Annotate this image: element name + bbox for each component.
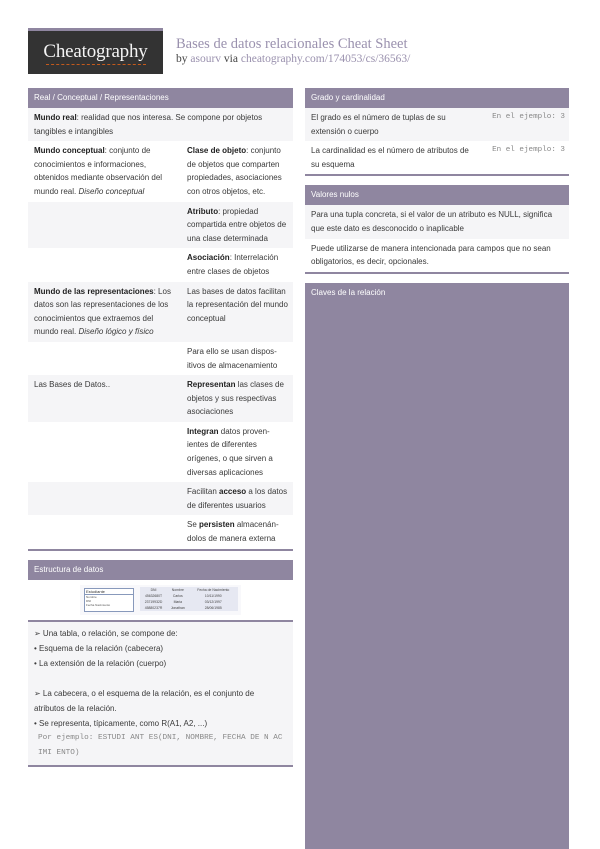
table-row: Para una tupla concreta, si el valor de un atributo es NULL, significa que este dato es desconocido o inaplicable — [305, 205, 569, 238]
title-block — [176, 36, 410, 66]
section-header: Estructura de datos — [28, 560, 293, 580]
right-column — [305, 88, 569, 849]
section-estructura — [28, 560, 293, 767]
left-column — [28, 88, 293, 776]
bullet-item: • Esquema de la relación (cabecera) — [34, 641, 287, 656]
left-cell: Mundo conceptual: conjunto de conocimientos e informaciones, obtenidos mediante observación del mundo real. Diseño conceptual — [34, 146, 163, 196]
author-link[interactable]: asourv — [190, 53, 222, 65]
row-mundo-real: Mundo real: realidad que nos interesa. Se compone por objetos tangibles e intangibles — [28, 108, 293, 141]
right-cell: Representan las clases de objetos y sus respectivas asociaciones — [187, 380, 284, 417]
claves-body — [305, 303, 569, 849]
estructura-figure — [28, 580, 293, 620]
table-row: El grado es el número de tuplas de su extensión o cuerpo En el ejemplo: 3 — [305, 108, 569, 141]
table-row — [28, 202, 293, 249]
table-row: La cardinalidad es el número de atributos de su esquema En el ejemplo: 3 — [311, 146, 565, 169]
relation-diagram-image — [80, 585, 241, 615]
example-table: DNI Nombre Fecha de Nacimiento 45632680T Carlos 10/11/1990 23719932D Maria 03/12/1997 45880237R Jonathan 28/06/1985 — [140, 587, 238, 611]
logo-underline — [46, 64, 145, 65]
cheatography-logo[interactable] — [28, 28, 163, 74]
code-example: Por ejemplo: ESTUDI ANT ES(DNI, NOMBRE, FECHA DE N ACIMI ENTO) — [38, 733, 283, 757]
table-row — [28, 248, 293, 281]
table-row — [28, 342, 293, 375]
section-header: Claves de la relación — [305, 283, 569, 303]
left-cell — [28, 422, 181, 482]
entity-box: Estudiante Nombre DNI Fecha Nacimiento — [84, 588, 134, 612]
table-row — [28, 141, 293, 201]
section-header: Valores nulos — [305, 185, 569, 205]
right-cell: Las bases de datos facilitan la representación del mundo conceptual — [187, 286, 288, 323]
logo-text: Cheatography — [43, 41, 147, 65]
section-nulos — [305, 185, 569, 273]
section-header: Grado y cardinalidad — [305, 88, 569, 108]
left-cell — [28, 515, 181, 548]
left-cell: Mundo de las representaciones: Los datos son las representaciones de los conocimientos que extraemos del mundo real. Diseño lógico y físico — [34, 286, 171, 337]
table-row — [28, 282, 293, 342]
sheet-url-link[interactable]: cheatography.com/174053/cs/36563/ — [240, 53, 411, 65]
table-row — [28, 422, 293, 482]
right-cell: Atributo: propiedad compartida entre objetos de una clase determinada — [187, 206, 287, 243]
page-title: Bases de datos relacionales Cheat Sheet — [176, 36, 408, 52]
left-cell: Las Bases de Datos.. — [34, 380, 111, 390]
section-grado — [305, 88, 569, 176]
right-cell: Clase de objeto: conjunto de objetos que comparten propiedades, asociaciones con otros objetos, etc. — [187, 146, 282, 196]
left-cell — [28, 248, 181, 281]
section-header: Real / Conceptual / Representaciones — [28, 88, 293, 108]
table-row — [28, 515, 293, 548]
right-cell: Para ello se usan dispos-itivos de almacenamiento — [187, 346, 278, 370]
table-row: Puede utilizarse de manera intencionada para campos que no sean obligatorios, es decir, opcionales. — [311, 243, 551, 267]
byline: by asourv via cheatography.com/174053/cs/36563/ — [176, 53, 411, 65]
right-cell: Asociación: Interrelación entre clases de objetos — [187, 253, 279, 276]
estructura-text: ➢ Una tabla, o relación, se compone de: • Esquema de la relación (cabecera) • La extensión de la relación (cuerpo) ➢ La cabecera, o el esquema de la relación, es el conjunto de atributos de la relación. • Se representa, típicamente, como R(A1, A2, ...) Por ejemplo: ESTUDI ANT ES(DNI, NOMBRE, FECHA DE N ACIMI ENTO) — [28, 620, 293, 765]
section-claves — [305, 283, 569, 849]
section-real-conceptual — [28, 88, 293, 551]
left-cell — [28, 482, 181, 515]
bullet-item: • Se representa, típicamente, como R(A1, A2, ...) — [34, 716, 287, 731]
table-row — [28, 375, 293, 422]
left-cell — [28, 202, 181, 249]
left-cell — [28, 342, 181, 375]
right-cell: Integran datos proven-ientes de diferentes orígenes, o que sirven a diversas aplicaciones — [187, 426, 273, 477]
bullet-item: • La extensión de la relación (cuerpo) — [34, 656, 287, 671]
table-row — [28, 482, 293, 515]
right-cell: Se persisten almacenán-dolos de manera externa — [187, 520, 279, 544]
right-cell: Facilitan acceso a los datos de diferentes usuarios — [187, 487, 288, 510]
